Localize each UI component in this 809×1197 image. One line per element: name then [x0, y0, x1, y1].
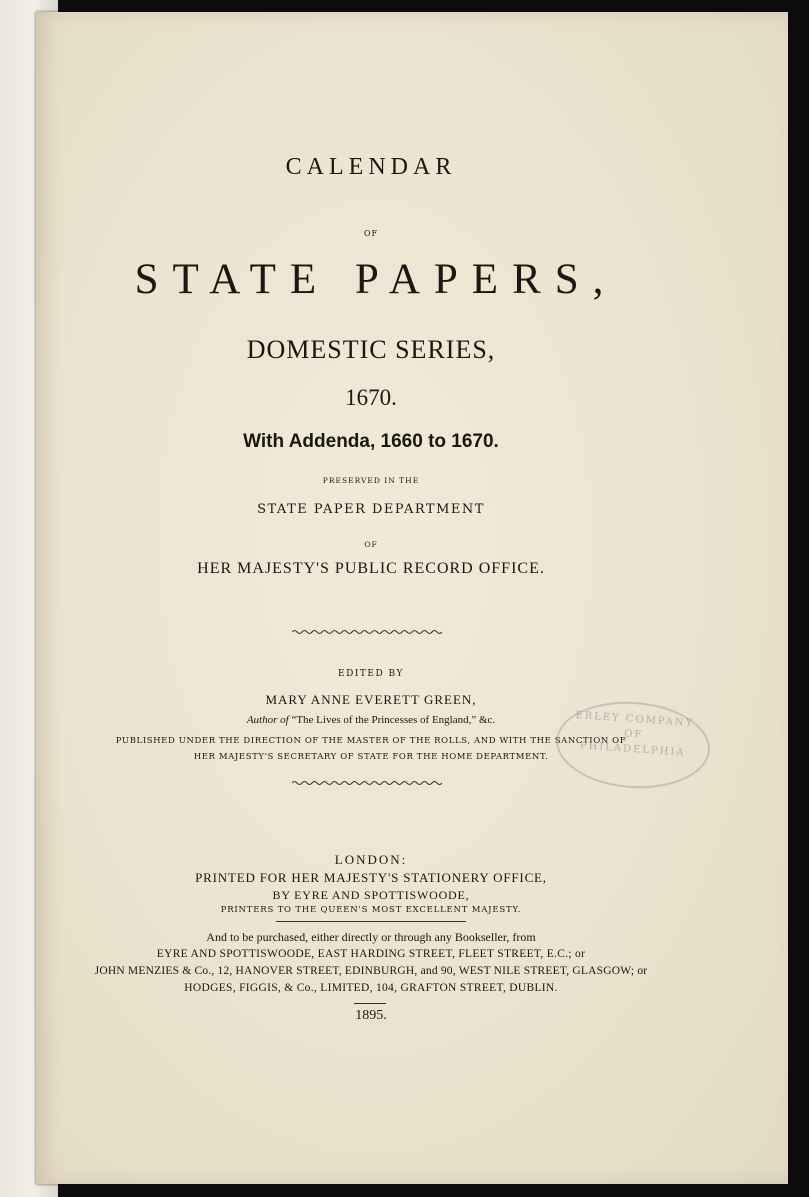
imprint-printed-for: PRINTED FOR HER MAJESTY'S STATIONERY OFFICE,: [195, 870, 547, 885]
date-divider: [354, 1003, 386, 1004]
addenda-line: With Addenda, 1660 to 1670.: [243, 431, 499, 452]
editor-name: MARY ANNE EVERETT GREEN,: [265, 692, 477, 707]
of-connector-1: OF: [363, 229, 379, 238]
publication-note-line-2: HER MAJESTY'S SECRETARY OF STATE FOR THE HOME DEPARTMENT.: [193, 752, 549, 762]
heading-year: 1670.: [345, 385, 397, 410]
department-line: STATE PAPER DEPARTMENT: [257, 502, 485, 517]
bookseller-3: HODGES, FIGGIS, & Co., LIMITED, 104, GRAFTON STREET, DUBLIN.: [184, 982, 558, 994]
imprint-printer: BY EYRE AND SPOTTISWOODE,: [272, 888, 470, 902]
bookseller-2: JOHN MENZIES & Co., 12, HANOVER STREET, EDINBURGH, and 90, WEST NILE STREET, GLASGOW; or: [94, 965, 648, 977]
heading-state-papers: STATE PAPERS,: [134, 256, 618, 303]
heading-calendar: CALENDAR: [285, 154, 457, 180]
title-page: [36, 12, 788, 1184]
preserved-line: PRESERVED IN THE: [322, 476, 420, 485]
imprint-divider: [276, 921, 466, 922]
record-office-line: HER MAJESTY'S PUBLIC RECORD OFFICE.: [197, 560, 545, 577]
imprint-printers-note: PRINTERS TO THE QUEEN'S MOST EXCELLENT MAJESTY.: [220, 905, 522, 915]
ornamental-rule-bottom: [292, 779, 442, 787]
purchase-note: And to be purchased, either directly or through any Bookseller, from: [206, 930, 536, 944]
author-work: “The Lives of the Princesses of England,” &c.: [291, 714, 496, 726]
bookseller-1: EYRE AND SPOTTISWOODE, EAST HARDING STREET, FLEET STREET, E.C.; or: [156, 948, 586, 960]
author-prefix: Author of: [246, 714, 289, 726]
library-stamp: [553, 697, 713, 794]
heading-domestic-series: DOMESTIC SERIES,: [246, 335, 496, 364]
edited-by-label: EDITED BY: [338, 669, 404, 679]
publication-note-line-1: PUBLISHED UNDER THE DIRECTION OF THE MASTER OF THE ROLLS, AND WITH THE SANCTION OF: [115, 736, 627, 746]
ornamental-rule-top: [292, 628, 442, 636]
stamp-line-1: ERLEY COMPANY: [575, 709, 695, 730]
of-connector-2: OF: [364, 540, 378, 549]
publication-date: 1895.: [355, 1008, 387, 1023]
stamp-line-2: OF: [623, 728, 644, 741]
stamp-line-3: PHILADELPHIA: [579, 740, 686, 759]
imprint-city: LONDON:: [334, 852, 408, 867]
